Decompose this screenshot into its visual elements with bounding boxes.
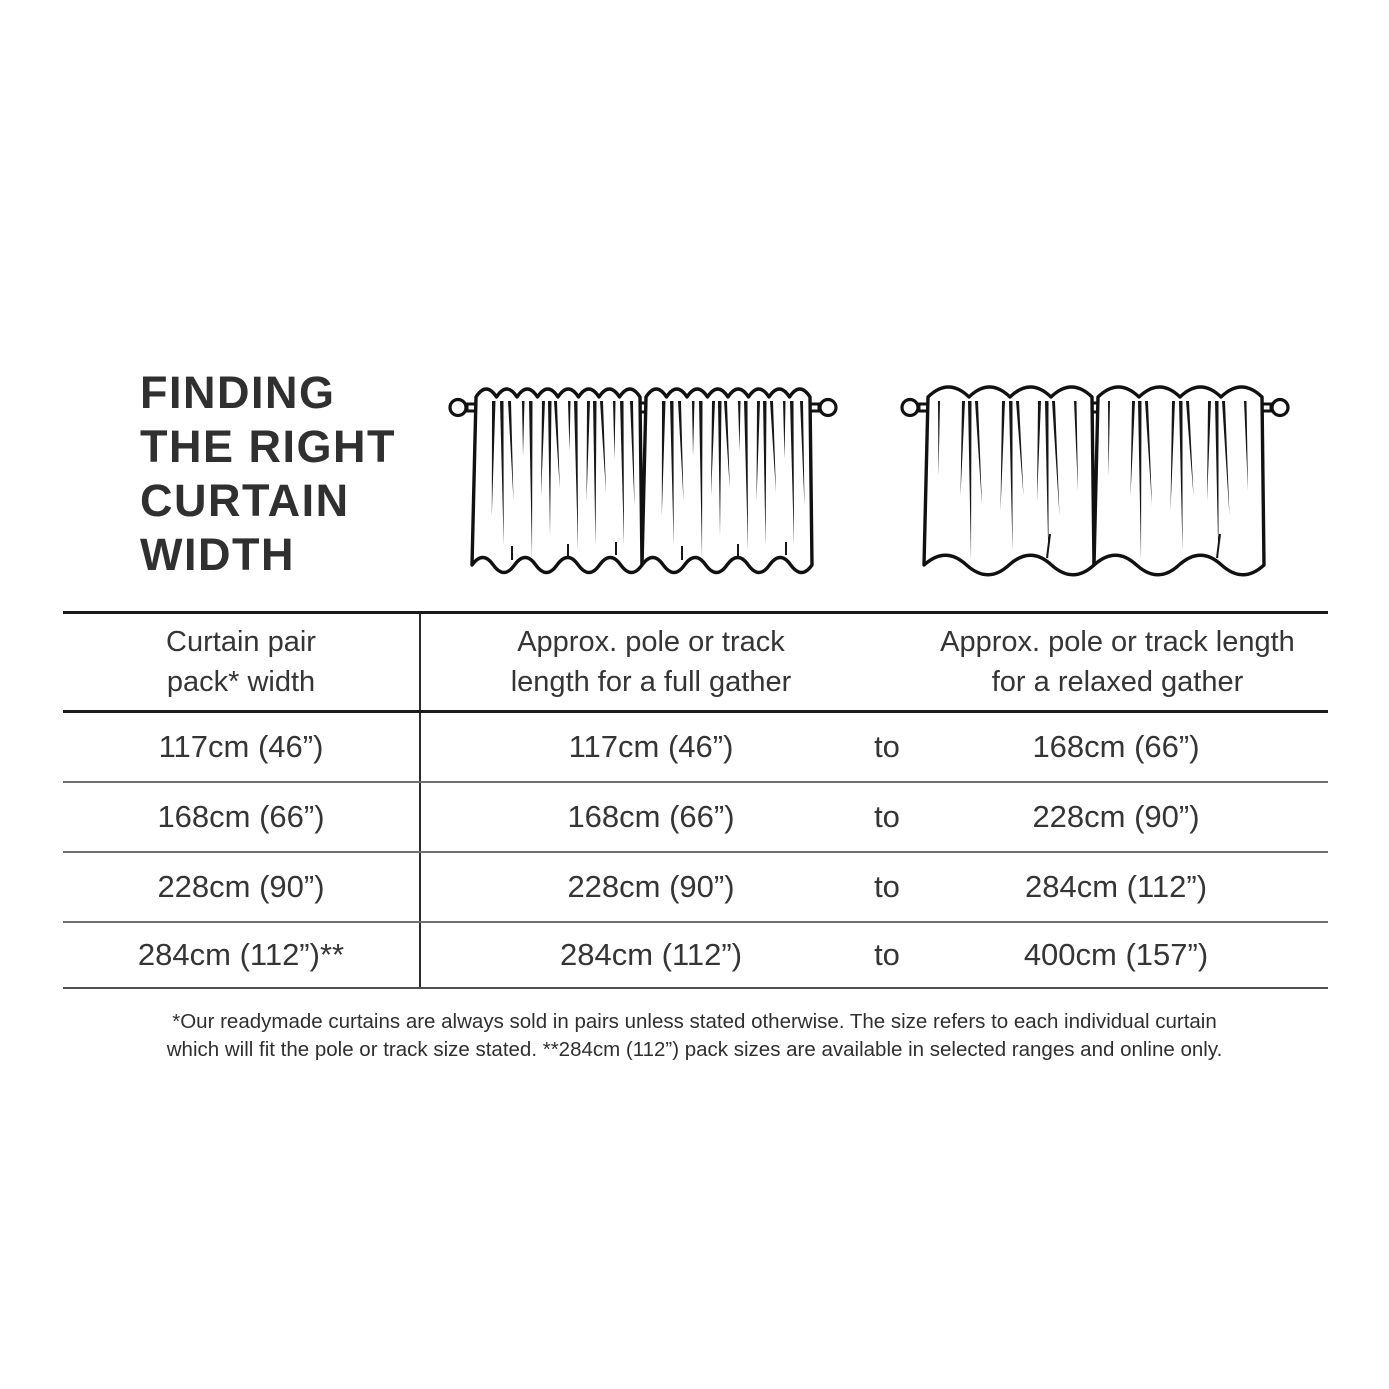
full-gather-cell: 117cm (46”)	[568, 729, 734, 764]
pack-width-cell: 117cm (46”)	[63, 713, 421, 781]
range-separator: to	[874, 937, 900, 972]
curtain-panel-left	[924, 387, 1094, 575]
footnote-line: *Our readymade curtains are always sold in pairs unless stated otherwise. The size refers to each individual curtain	[172, 1010, 1217, 1033]
footnote-line: which will fit the pole or track size stated. **284cm (112”) pack sizes are available in selected ranges and online only.	[166, 1038, 1223, 1061]
curtain-pair-full-gather-illustration	[448, 376, 838, 588]
finial-left-icon	[450, 400, 466, 416]
table-row	[63, 713, 1328, 781]
column-header-line: Curtain pair	[166, 626, 316, 658]
relaxed-gather-cell: 168cm (66”)	[1032, 729, 1200, 764]
relaxed-gather-cell: 400cm (157”)	[1023, 937, 1209, 972]
pack-width-cell: 168cm (66”)	[63, 783, 421, 851]
relaxed-gather-cell: 228cm (90”)	[1032, 799, 1200, 834]
row-spacer	[1291, 713, 1328, 781]
finial-right-icon	[1272, 400, 1288, 416]
finial-left-icon	[902, 400, 918, 416]
row-spacer	[1291, 783, 1328, 851]
column-header-line: pack* width	[166, 666, 316, 698]
footnote	[0, 1008, 1389, 1064]
column-header-pack-width	[63, 614, 421, 710]
page-title-line: WIDTH	[140, 529, 295, 580]
page-title-line: FINDING	[140, 367, 336, 418]
page-title-line: CURTAIN	[140, 475, 350, 526]
range-separator: to	[874, 869, 900, 904]
row-spacer	[1291, 923, 1328, 987]
row-spacer	[1291, 853, 1328, 921]
full-gather-cell: 228cm (90”)	[567, 869, 735, 904]
pack-width-cell: 284cm (112”)**	[63, 923, 421, 987]
range-separator: to	[874, 729, 900, 764]
curtain-pair-relaxed-gather-illustration	[900, 376, 1290, 588]
column-header-full-gather	[421, 614, 861, 710]
pack-width-cell: 228cm (90”)	[63, 853, 421, 921]
finial-right-icon	[820, 400, 836, 416]
size-table	[63, 611, 1328, 989]
relaxed-gather-cell: 284cm (112”)	[1024, 869, 1208, 904]
column-header-line: Approx. pole or track length	[940, 626, 1295, 658]
table-row	[63, 851, 1328, 921]
column-header-relaxed-gather	[861, 614, 1328, 710]
range-separator: to	[874, 799, 900, 834]
full-gather-cell: 168cm (66”)	[567, 799, 735, 834]
column-header-line: length for a full gather	[510, 666, 792, 698]
curtain-panel-right	[1094, 387, 1264, 575]
column-header-line: Approx. pole or track	[517, 626, 785, 658]
table-header-row	[63, 614, 1328, 713]
table-row	[63, 921, 1328, 987]
full-gather-cell: 284cm (112”)	[559, 937, 743, 972]
page-title-line: THE RIGHT	[140, 421, 396, 472]
table-row	[63, 781, 1328, 851]
column-header-line: for a relaxed gather	[991, 666, 1244, 698]
page-title	[140, 366, 396, 582]
